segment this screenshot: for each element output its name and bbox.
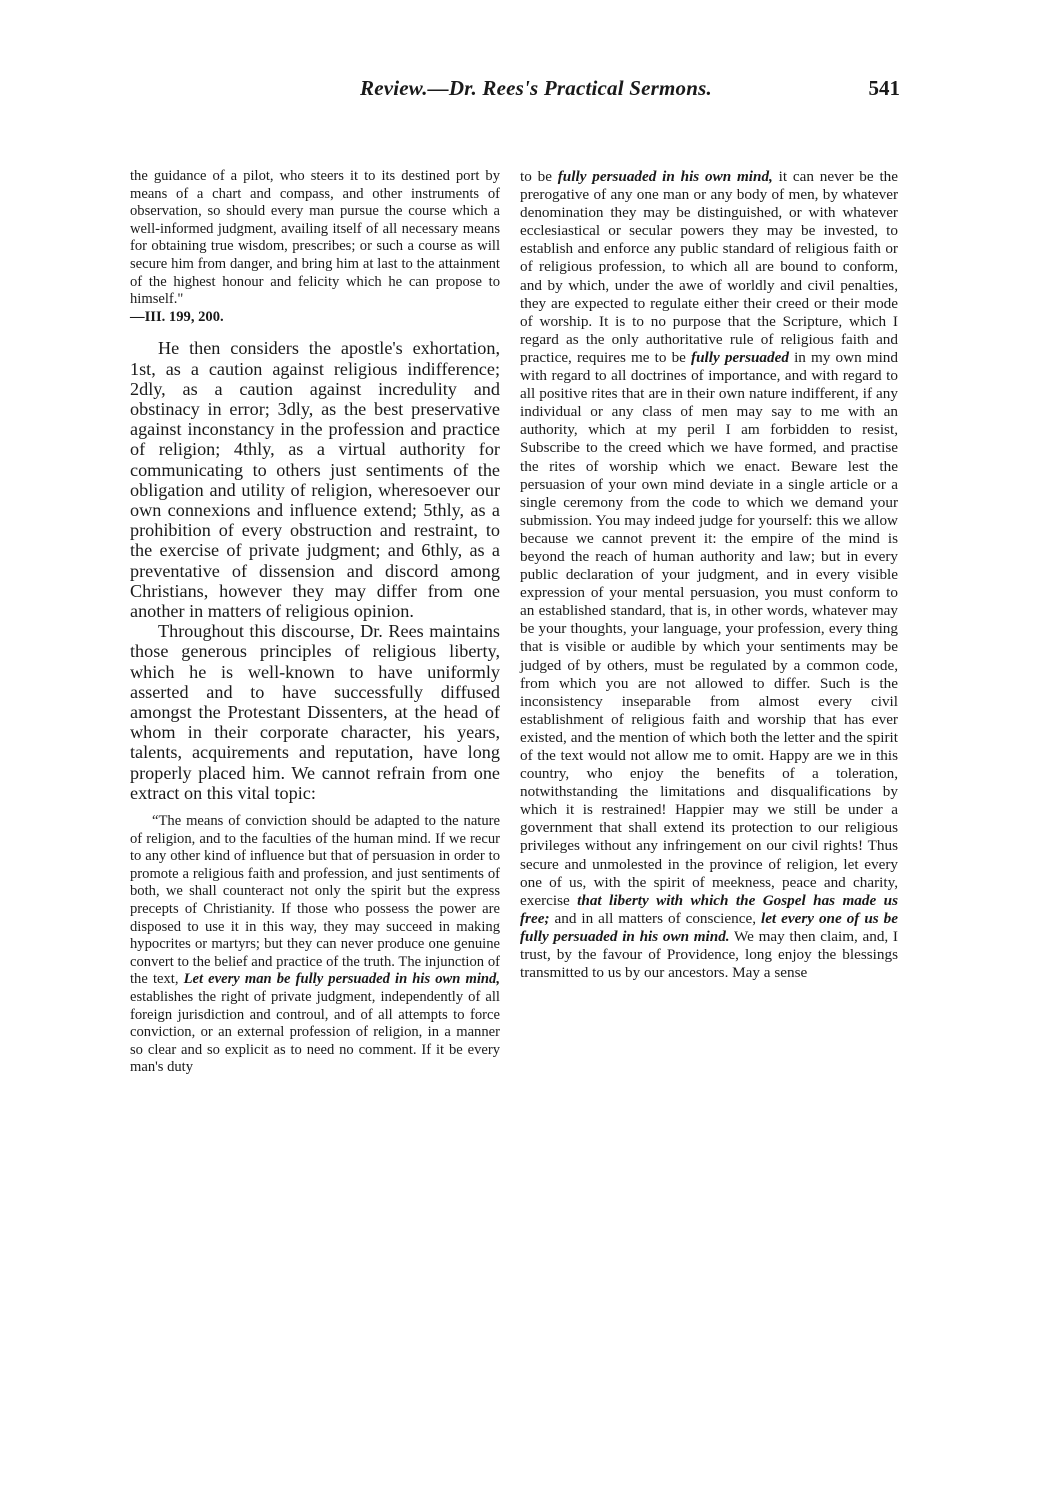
quote-text: “The means of conviction should be adapted to the nature of religion, and to the faculties of the human mind. If we recur to any other kind of influence but that of persuasion in order to promote a religious faith and profession, and just sentiments of both, we shall counteract not only the spirit but the express precepts of Christianity. If those who possess the power are disposed to use it in this way, they may succeed in making hypocrites or martyrs; but they can never produce one genuine convert to the belief and practice of the truth. The injunction of the text, bbox=[130, 813, 500, 988]
quote-text: it can never be the prerogative of any one man or any body of men, by whatever denomination they may be distinguished, or with whatever ecclesiastical or secular powers they may be invested, to establish and enforce any public standard of religious faith or of religious profession, to which all are bound to conform, and by which, under the awe of worldly and civil penalties, they are expected to regulate either their creed or their mode of worship. It is to no purpose that the Scripture, which I regard as the only authoritative rule of religious faith and practice, requires me to be bbox=[520, 168, 898, 366]
quote-text: We may then claim, and, I trust, by the favour of Providence, long enjoy the blessings transmitted to us by our ancestors. May a sense bbox=[520, 927, 898, 982]
quote-text: and in all matters of conscience, bbox=[549, 909, 761, 927]
page-number: 541 bbox=[868, 76, 900, 100]
quote-italic: fully persuaded in his own mind, bbox=[557, 168, 773, 185]
extract-quote-continued bbox=[520, 168, 898, 982]
quote-text: in my own mind with regard to all doctrines of importance, and with regard to all positive rites that are in their own nature indifferent, if any individual or any class of men may say to me with an authority, which at my peril I am forbidden to resist, Subscribe to the creed which we have formed, and practise the rites of worship which we enact. Beware lest the persuasion of your own mind deviate in a single article or a single ceremony from the code to which we demand your submission. You may indeed judge for yourself: this we allow because we cannot prevent it: the empire of the mind is beyond the reach of human authority and law; but in every public declaration of your judgment, and in every visible expression of your mental persuasion, you must conform to an established standard, that is, in other words, whatever may be your thoughts, your language, your profession, every thing that is visible or audible by which your sentiments may be judged of by others, must be regulated by a common code, from which you are not allowed to differ. Such is the inconsistency inseparable from almost every civil establishment of religious faith and worship that has ever existed, and the mention of which both the letter and the spirit of the text would not allow me to omit. Happy are we in this country, who enjoy the benefits of a toleration, notwithstanding the limitations and disqualifications by which it is restrained! Happier may we still be under a government that shall extend its protection to our religious privileges without any infringement on our civil rights! Thus secure and unmolested in the province of religion, let every one of us, with the spirit of meekness, peace and charity, exercise bbox=[520, 348, 898, 909]
quote-text: the guidance of a pilot, who steers it to its destined port by means of a chart and compass, and other instruments of observation, so should every man pursue the course which a well-informed judgment, availing itself of all necessary means for obtaining true wisdom, prescribes; or such a course as will secure him from danger, and bring him at last to the attainment of the highest honour and felicity which he can propose to himself." bbox=[130, 168, 500, 308]
page-header bbox=[130, 76, 900, 106]
quote-italic: that liberty with which the Gospel has made us free; bbox=[520, 891, 898, 927]
left-column bbox=[130, 168, 500, 1077]
quote-text: to be bbox=[520, 168, 558, 185]
running-title: Review.—Dr. Rees's Practical Sermons. bbox=[360, 76, 712, 100]
extract-quote bbox=[130, 813, 500, 1077]
quote-italic: let every one of us be fully persuaded in his own mind. bbox=[520, 909, 898, 945]
right-column bbox=[520, 168, 898, 982]
quote-text: establishes the right of private judgment, independently of all foreign jurisdiction and controul, and of all attempts to force conviction, or an external profession of religion, in a manner so clear and so explicit as to need no comment. If it be every man's duty bbox=[130, 988, 500, 1076]
quote-italic: Let every man be fully persuaded in his own mind, bbox=[183, 971, 500, 988]
quote-citation: —III. 199, 200. bbox=[130, 308, 224, 325]
quote-italic: fully persuaded bbox=[691, 348, 789, 366]
paragraph-exhortation: He then considers the apostle's exhortation, 1st, as a caution against religious indifference; 2dly, as a caution against incredulity and obstinacy in error; 3dly, as the best preservative against inconstancy in the profession and practice of religion; 4thly, as a virtual authority for communicating to others just sentiments of the obligation and utility of religion, wheresoever our own connexions and influence extend; 5thly, as a prohibition of every obstruction and restraint, to the exercise of private judgment; and 6thly, as a preventative of dissension and discord among Christians, however they may differ from one another in matters of religious opinion. bbox=[130, 338, 500, 621]
paragraph-religious-liberty: Throughout this discourse, Dr. Rees maintains those generous principles of religious liberty, which he is well-known to have uniformly asserted and to have successfully diffused amongst the Protestant Dissenters, at the head of whom in their corporate character, his years, talents, acquirements and reputation, have long properly placed him. We cannot refrain from one extract on this vital topic: bbox=[130, 621, 500, 803]
quote-continuation bbox=[130, 168, 500, 326]
